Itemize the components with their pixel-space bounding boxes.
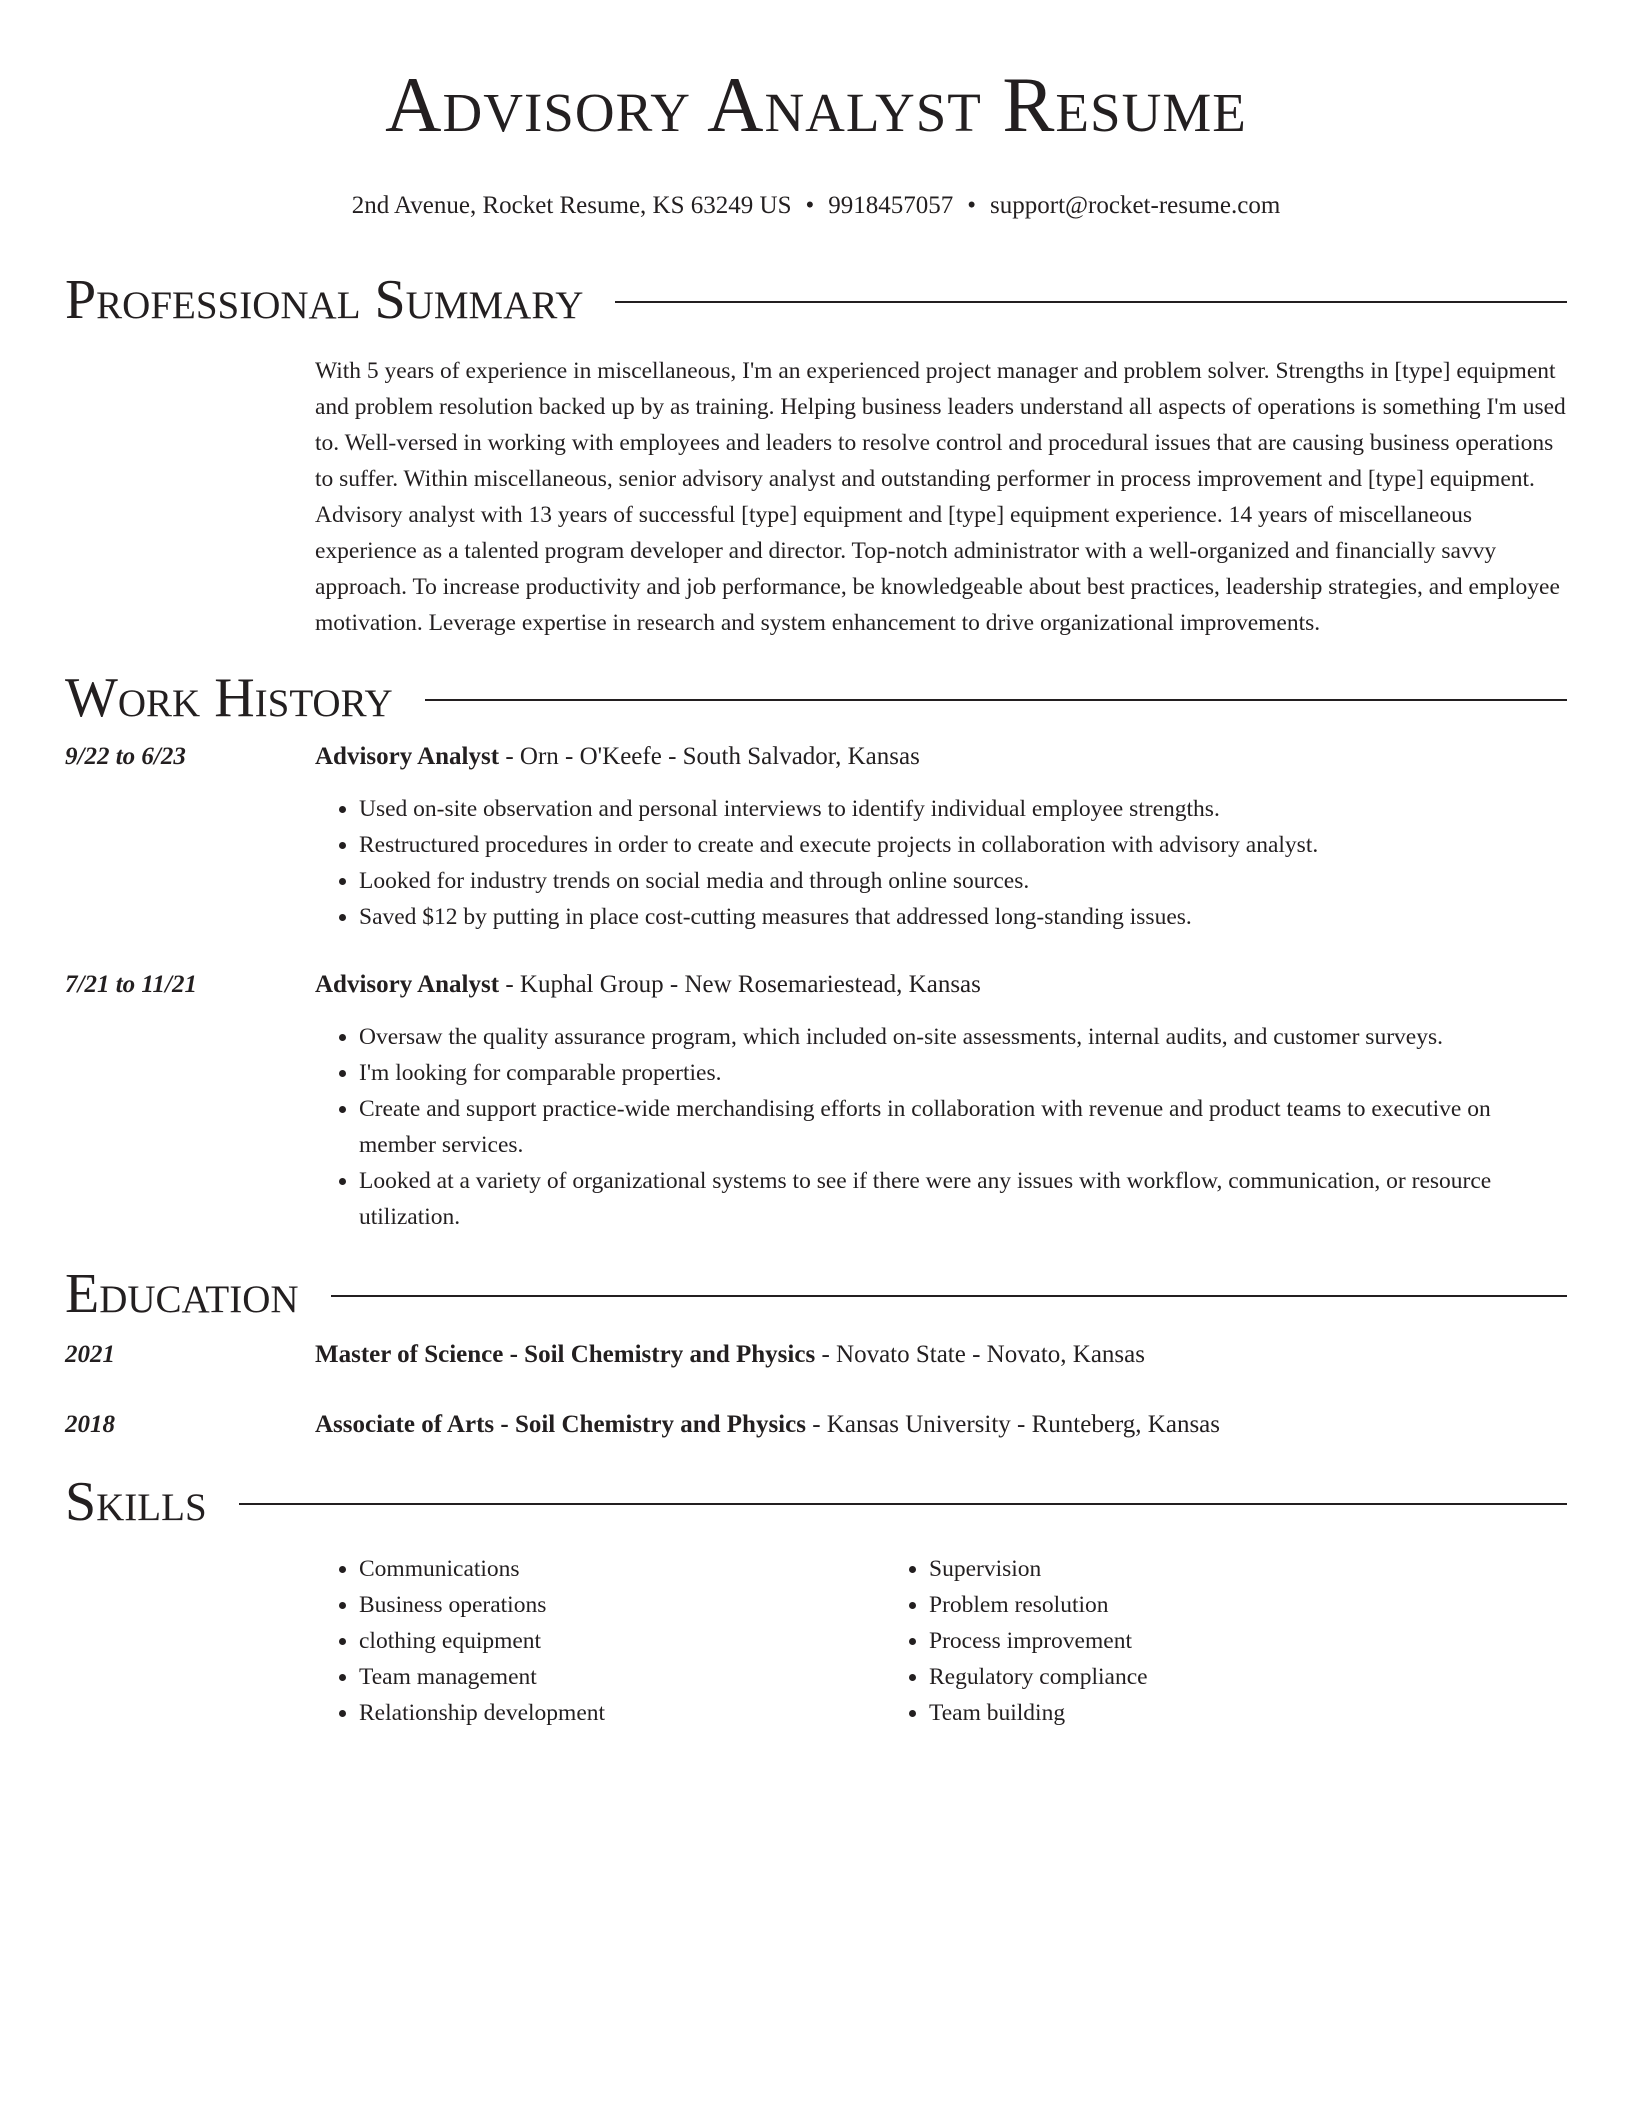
work-entry-date: 9/22 to 6/23 xyxy=(65,743,186,770)
skill-item: • Team management xyxy=(359,1659,885,1695)
work-entry-bullets xyxy=(315,1019,1567,1235)
education-entry-headline xyxy=(315,1407,1567,1443)
work-entry-date: 7/21 to 11/21 xyxy=(65,971,197,998)
work-entry-bullets xyxy=(315,791,1567,935)
list-item: • I'm looking for comparable properties. xyxy=(359,1055,1567,1091)
skills-column-2 xyxy=(885,1551,1485,1731)
skill-item: • Supervision xyxy=(929,1551,1485,1587)
skills-section-header xyxy=(65,1471,1567,1533)
degree: Associate of Arts - Soil Chemistry and Physics xyxy=(315,1411,806,1438)
education-entry-headline xyxy=(315,1337,1567,1373)
skill-item: • Process improvement xyxy=(929,1623,1485,1659)
list-item: • Looked at a variety of organizational systems to see if there were any issues with workflow, communication, or resource utilization. xyxy=(359,1163,1567,1235)
summary-section-header xyxy=(65,269,1567,331)
job-title: Advisory Analyst xyxy=(315,971,500,998)
job-title: Advisory Analyst xyxy=(315,743,500,770)
list-item: • Saved $12 by putting in place cost-cutting measures that addressed long-standing issues. xyxy=(359,899,1567,935)
contact-separator: • xyxy=(805,192,815,219)
summary-heading: Professional Summary xyxy=(65,269,584,331)
skill-item: • Communications xyxy=(359,1551,885,1587)
contact-line xyxy=(65,191,1567,221)
degree: Master of Science - Soil Chemistry and Physics xyxy=(315,1341,816,1368)
education-heading: Education xyxy=(65,1263,299,1325)
education-entry-date: 2021 xyxy=(65,1341,115,1368)
education-entry-body xyxy=(315,1407,1567,1443)
work-entry xyxy=(65,739,1567,935)
education-entry xyxy=(65,1407,1567,1443)
work-entry xyxy=(65,967,1567,1235)
list-item: • Looked for industry trends on social media and through online sources. xyxy=(359,863,1567,899)
education-entry-date: 2018 xyxy=(65,1411,115,1438)
contact-separator: • xyxy=(967,192,977,219)
list-item: • Used on-site observation and personal interviews to identify individual employee strengths. xyxy=(359,791,1567,827)
contact-address: 2nd Avenue, Rocket Resume, KS 63249 US xyxy=(351,192,792,219)
section-divider xyxy=(239,1503,1567,1505)
education-section-header xyxy=(65,1263,1567,1325)
skill-item: • Relationship development xyxy=(359,1695,885,1731)
list-item: • Restructured procedures in order to create and execute projects in collaboration with advisory analyst. xyxy=(359,827,1567,863)
job-employer-location: - Kuphal Group - New Rosemariestead, Kansas xyxy=(499,971,981,998)
work-section-header xyxy=(65,667,1567,729)
contact-email: support@rocket-resume.com xyxy=(990,192,1281,219)
list-item: • Create and support practice-wide merchandising efforts in collaboration with revenue and product teams to executive on member services. xyxy=(359,1091,1567,1163)
resume-title: Advisory Analyst Resume xyxy=(385,61,1247,148)
education-entry-body xyxy=(315,1337,1567,1373)
skills-heading: Skills xyxy=(65,1471,207,1533)
skill-item: • clothing equipment xyxy=(359,1623,885,1659)
skill-item: • Problem resolution xyxy=(929,1587,1485,1623)
work-entry-headline xyxy=(315,739,1567,775)
work-heading: Work History xyxy=(65,667,393,729)
skill-item: • Business operations xyxy=(359,1587,885,1623)
skills-list xyxy=(315,1551,1567,1731)
section-divider xyxy=(615,301,1567,303)
work-entry-body xyxy=(315,967,1567,1235)
job-employer-location: - Orn - O'Keefe - South Salvador, Kansas xyxy=(499,743,920,770)
summary-paragraph: With 5 years of experience in miscellaneous, I'm an experienced project manager and problem solver. Strengths in [type] equipment and problem resolution backed up by as training. Helping business leaders understand all aspects of operations is something I'm used to. Well-versed in working with employees and leaders to resolve control and procedural issues that are causing business operations to suffer. Within miscellaneous, senior advisory analyst and outstanding performer in process improvement and [type] equipment. Advisory analyst with 13 years of successful [type] equipment and [type] equipment experience. 14 years of miscellaneous experience as a talented program developer and director. Top-notch administrator with a well-organized and financially savvy approach. To increase productivity and job performance, be knowledgeable about best practices, leadership strategies, and employee motivation. Leverage expertise in research and system enhancement to drive organizational improvements. xyxy=(315,358,1566,636)
work-entry-headline xyxy=(315,967,1567,1003)
school-location: - Novato State - Novato, Kansas xyxy=(815,1341,1145,1368)
list-item: • Oversaw the quality assurance program, which included on-site assessments, internal audits, and customer surveys. xyxy=(359,1019,1567,1055)
section-divider xyxy=(331,1295,1567,1297)
skill-item: • Regulatory compliance xyxy=(929,1659,1485,1695)
school-location: - Kansas University - Runteberg, Kansas xyxy=(805,1411,1221,1438)
contact-phone: 9918457057 xyxy=(828,192,954,219)
skills-column-1 xyxy=(315,1551,885,1731)
work-entry-body xyxy=(315,739,1567,935)
education-entry xyxy=(65,1337,1567,1373)
section-divider xyxy=(425,699,1567,701)
skill-item: • Team building xyxy=(929,1695,1485,1731)
